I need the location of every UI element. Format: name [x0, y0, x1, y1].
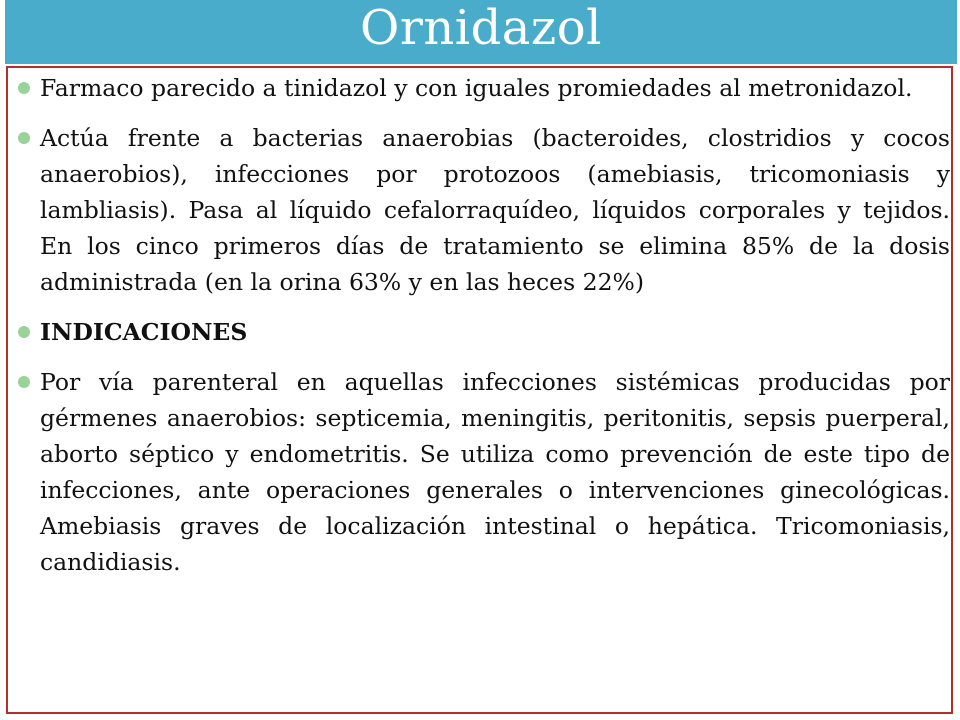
bullet-text: Farmaco parecido a tinidazol y con iguales promiedades al metronidazol. — [40, 74, 913, 102]
bullet-text: Actúa frente a bacterias anaerobias (bacteroides, clostridios y cocos anaerobios), infecciones por protozoos (amebiasis, tricomoniasis y lambliasis). Pasa al líquido cefalorraquídeo, líquidos corporales y tejidos. En los cinco primeros días de tratamiento se elimina 85% de la dosis administrada (en la orina 63% y en las heces 22%) — [40, 124, 950, 296]
bullet-list — [18, 70, 950, 594]
bullet-text: Por vía parenteral en aquellas infecciones sistémicas producidas por gérmenes anaerobios: septicemia, meningitis, peritonitis, sepsis puerperal, aborto séptico y endometritis. Se utiliza como prevención de este tipo de infecciones, ante operaciones generales o intervenciones ginecológicas. Amebiasis graves de localización intestinal o hepática. Tricomoniasis, candidiasis. — [40, 368, 950, 576]
section-heading: INDICACIONES — [40, 318, 248, 346]
bullet-item — [18, 70, 950, 106]
bullet-dot-icon — [18, 82, 30, 94]
bullet-dot-icon — [18, 326, 30, 338]
bullet-item — [18, 364, 950, 580]
bullet-dot-icon — [18, 132, 30, 144]
bullet-item-heading — [18, 314, 950, 350]
slide-title: Ornidazol — [360, 0, 602, 56]
title-bar — [5, 0, 957, 64]
bullet-dot-icon — [18, 376, 30, 388]
bullet-item — [18, 120, 950, 300]
